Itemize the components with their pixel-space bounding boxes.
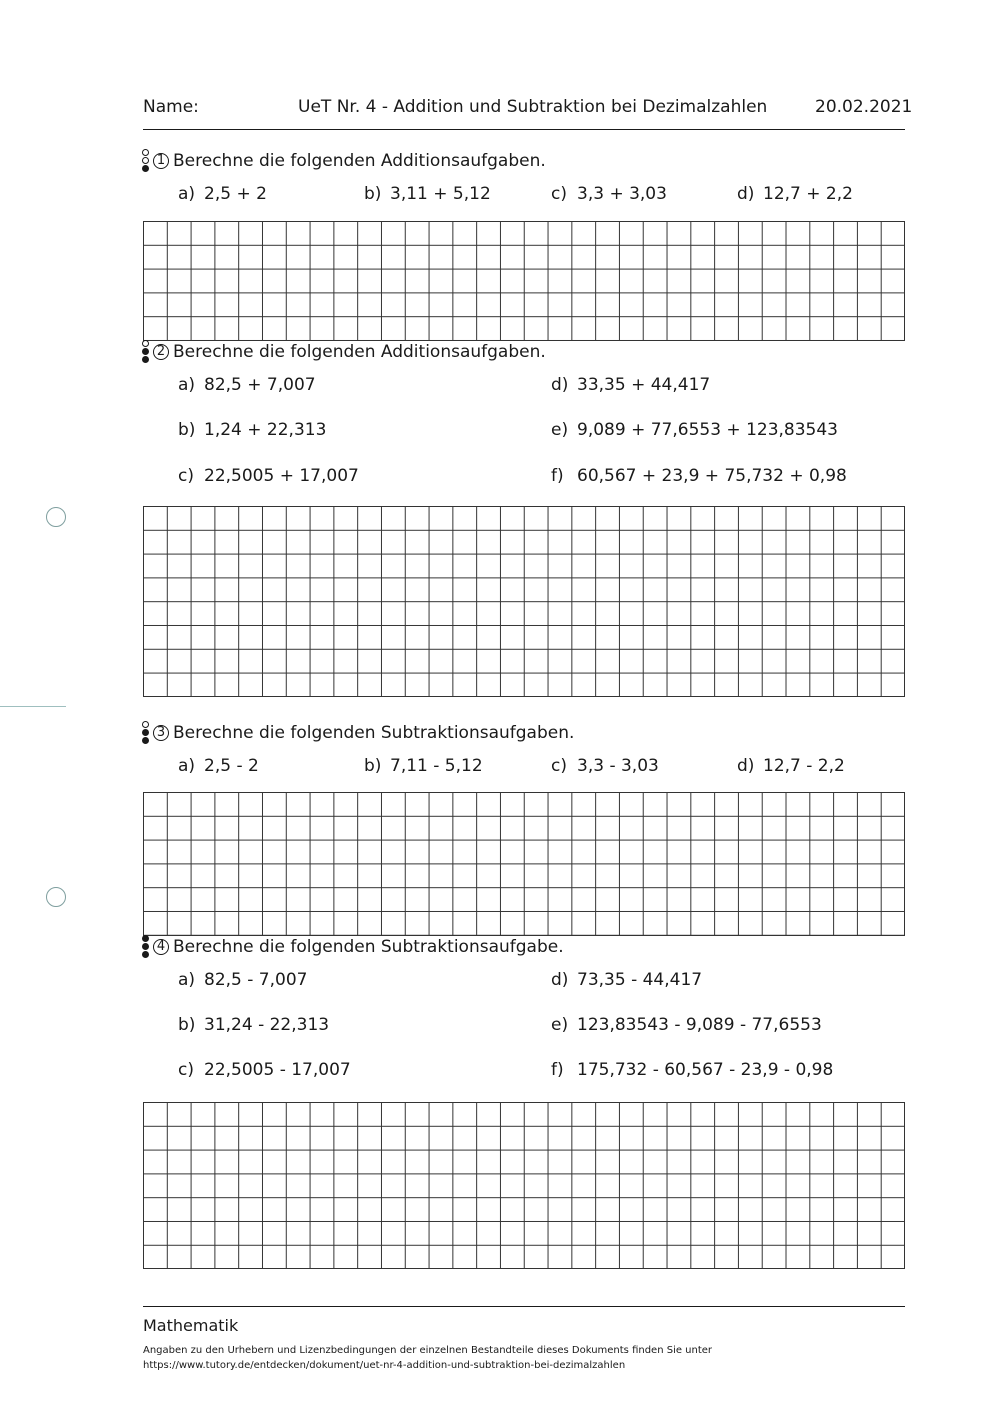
item-label: c) [551, 184, 567, 204]
item-expression: 22,5005 - 17,007 [204, 1060, 351, 1080]
item-label: a) [178, 970, 196, 990]
item-expression: 82,5 + 7,007 [204, 375, 316, 395]
answer-grid[interactable] [143, 1102, 905, 1269]
exercise-item [551, 184, 667, 204]
item-label: b) [364, 184, 382, 204]
item-label: d) [551, 375, 569, 395]
subject: Mathematik [143, 1316, 239, 1335]
item-label: a) [178, 756, 196, 776]
item-expression: 1,24 + 22,313 [204, 420, 327, 440]
item-label: c) [551, 756, 567, 776]
answer-grid[interactable] [143, 792, 905, 936]
item-expression: 60,567 + 23,9 + 75,732 + 0,98 [577, 466, 847, 486]
exercise-item [178, 1015, 329, 1035]
item-label: b) [178, 420, 196, 440]
exercise-item [178, 466, 359, 486]
item-label: a) [178, 184, 196, 204]
exercise-item [551, 970, 702, 990]
item-expression: 7,11 - 5,12 [390, 756, 483, 776]
exercise-item [178, 420, 326, 440]
name-label: Name: [143, 97, 199, 117]
exercise-item [178, 1060, 351, 1080]
fold-mark [0, 706, 66, 707]
answer-grid[interactable] [143, 221, 905, 341]
exercise-item [737, 756, 845, 776]
item-expression: 12,7 - 2,2 [763, 756, 845, 776]
item-expression: 123,83543 - 9,089 - 77,6553 [577, 1015, 822, 1035]
item-expression: 73,35 - 44,417 [577, 970, 703, 990]
exercise-item [551, 466, 847, 486]
item-label: b) [364, 756, 382, 776]
exercise-item [551, 420, 838, 440]
item-expression: 82,5 - 7,007 [204, 970, 308, 990]
header-rule [143, 129, 905, 130]
task-1-heading [141, 149, 546, 173]
item-label: a) [178, 375, 196, 395]
item-expression: 3,3 + 3,03 [577, 184, 667, 204]
item-expression: 3,3 - 3,03 [577, 756, 659, 776]
task-number: 3 [153, 725, 169, 741]
exercise-item [364, 184, 491, 204]
exercise-item [551, 1015, 822, 1035]
task-instruction: Berechne die folgenden Additionsaufgaben. [173, 151, 546, 171]
punch-hole-mark [46, 887, 66, 907]
item-label: f) [551, 466, 564, 486]
item-expression: 175,732 - 60,567 - 23,9 - 0,98 [577, 1060, 834, 1080]
task-instruction: Berechne die folgenden Subtraktionsaufgaben. [173, 723, 575, 743]
exercise-item [737, 184, 853, 204]
task-instruction: Berechne die folgenden Subtraktionsaufgabe. [173, 937, 564, 957]
item-expression: 3,11 + 5,12 [390, 184, 491, 204]
item-label: d) [737, 184, 755, 204]
answer-grid[interactable] [143, 506, 905, 697]
difficulty-icon [141, 340, 151, 364]
task-3-heading [141, 721, 574, 745]
item-label: d) [737, 756, 755, 776]
exercise-item [178, 970, 307, 990]
item-expression: 33,35 + 44,417 [577, 375, 711, 395]
exercise-item [551, 1060, 833, 1080]
difficulty-icon [141, 149, 151, 173]
exercise-item [178, 756, 259, 776]
footer-rule [143, 1306, 905, 1307]
item-expression: 22,5005 + 17,007 [204, 466, 359, 486]
item-label: f) [551, 1060, 564, 1080]
task-number: 4 [153, 939, 169, 955]
document-url[interactable]: https://www.tutory.de/entdecken/dokument/uet-nr-4-addition-und-subtraktion-bei-dezimalzahlen [143, 1360, 626, 1371]
item-expression: 31,24 - 22,313 [204, 1015, 330, 1035]
item-expression: 2,5 + 2 [204, 184, 267, 204]
license-text: Angaben zu den Urhebern und Lizenzbedingungen der einzelnen Bestandteile dieses Dokuments finden Sie unter [143, 1345, 713, 1356]
item-expression: 2,5 - 2 [204, 756, 259, 776]
exercise-item [551, 756, 659, 776]
item-expression: 12,7 + 2,2 [763, 184, 853, 204]
page-title: UeT Nr. 4 - Addition und Subtraktion bei Dezimalzahlen [298, 97, 768, 117]
exercise-item [364, 756, 483, 776]
item-label: c) [178, 466, 194, 486]
task-2-heading [141, 340, 546, 364]
item-label: c) [178, 1060, 194, 1080]
item-label: d) [551, 970, 569, 990]
exercise-item [178, 184, 267, 204]
punch-hole-mark [46, 507, 66, 527]
exercise-item [178, 375, 316, 395]
task-number: 2 [153, 344, 169, 360]
item-label: e) [551, 420, 569, 440]
item-label: e) [551, 1015, 569, 1035]
exercise-item [551, 375, 710, 395]
task-number: 1 [153, 153, 169, 169]
difficulty-icon [141, 721, 151, 745]
difficulty-icon [141, 935, 151, 959]
date: 20.02.2021 [815, 97, 913, 117]
item-label: b) [178, 1015, 196, 1035]
item-expression: 9,089 + 77,6553 + 123,83543 [577, 420, 839, 440]
task-4-heading [141, 935, 564, 959]
task-instruction: Berechne die folgenden Additionsaufgaben. [173, 342, 546, 362]
